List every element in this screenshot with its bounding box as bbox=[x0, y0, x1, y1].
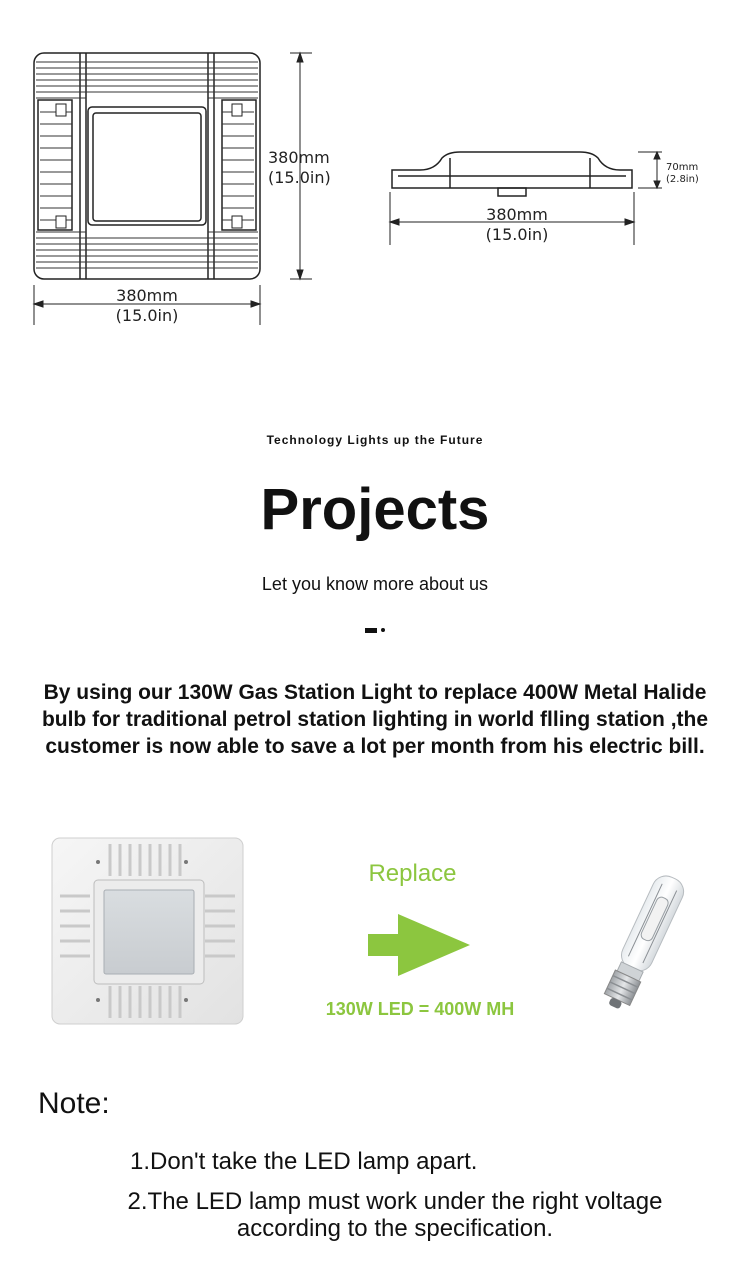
project-description: By using our 130W Gas Station Light to replace 400W Metal Halide bulb for traditional petrol station lighting in world flling station ,the customer is now able to save a lot per month from his electric bill. bbox=[41, 681, 709, 758]
front-width-mm: 380mm bbox=[116, 286, 178, 305]
side-height-in: (2.8in) bbox=[666, 174, 699, 185]
side-width-mm: 380mm bbox=[486, 205, 548, 224]
led-fixture-image bbox=[50, 836, 245, 1026]
side-width-in: (15.0in) bbox=[485, 225, 549, 244]
front-width-in: (15.0in) bbox=[115, 306, 179, 325]
note-item: 2.The LED lamp must work under the right voltage according to the specification. bbox=[127, 1188, 663, 1242]
equivalence-label: 130W LED = 400W MH bbox=[325, 999, 515, 1019]
side-height-mm: 70mm bbox=[666, 162, 699, 173]
section-title: Projects bbox=[260, 477, 490, 542]
front-width-label bbox=[87, 286, 207, 326]
side-height-label bbox=[666, 162, 699, 186]
front-height-in: (15.0in) bbox=[268, 168, 331, 187]
metal-halide-bulb-image bbox=[590, 862, 700, 1022]
divider-dot bbox=[381, 628, 385, 632]
arrow-right-icon bbox=[368, 914, 472, 976]
front-height-mm: 380mm bbox=[268, 148, 330, 167]
divider-bar bbox=[365, 628, 377, 633]
note-title: Note: bbox=[38, 1087, 110, 1120]
section-subtitle: Let you know more about us bbox=[261, 574, 489, 594]
front-height-label bbox=[268, 148, 331, 188]
note-item: 1.Don't take the LED lamp apart. bbox=[130, 1148, 478, 1175]
side-width-label bbox=[452, 205, 582, 245]
replace-label: Replace bbox=[368, 860, 457, 887]
tagline: Technology Lights up the Future bbox=[266, 433, 484, 447]
